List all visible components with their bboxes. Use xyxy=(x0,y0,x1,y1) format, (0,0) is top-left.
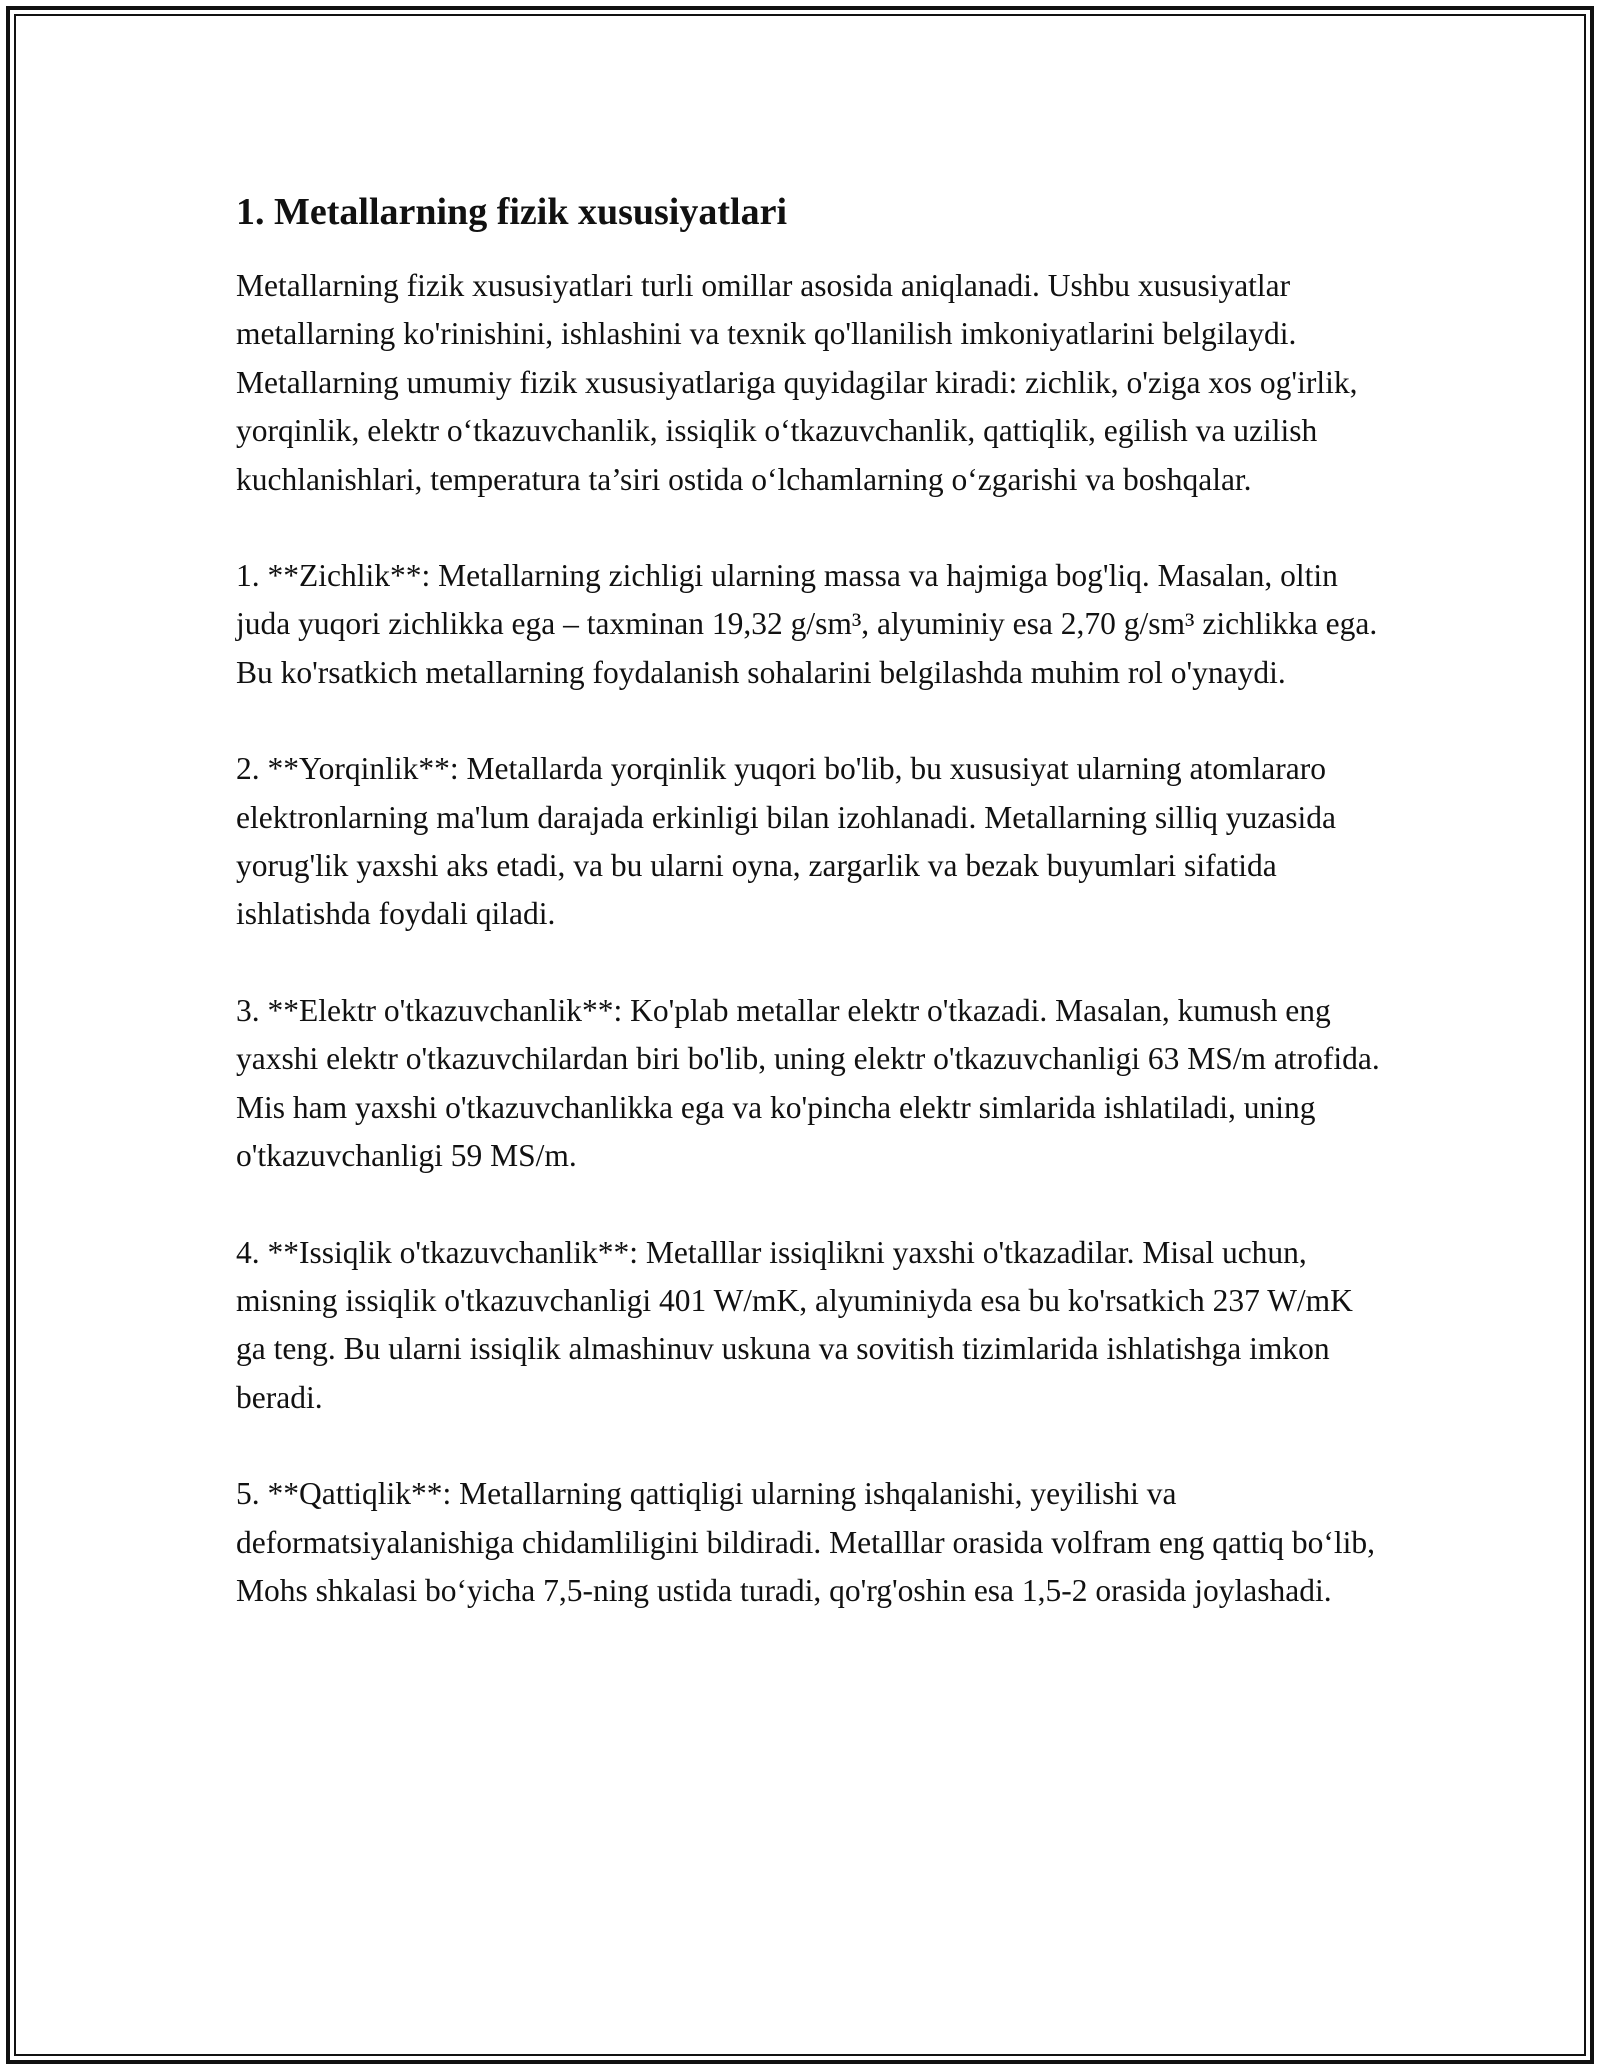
document-body xyxy=(236,188,1386,1663)
paragraph-hardness: 5. **Qattiqlik**: Metallarning qattiqligi ularning ishqalanishi, yeyilishi va deformatsiyalanishiga chidamliligini bildiradi. Metalllar orasida volfram eng qattiq bo‘lib, Mohs shkalasi bo‘yicha 7,5-ning ustida turadi, qo'rg'oshin esa 1,5-2 orasida joylashadi. xyxy=(236,1476,1375,1608)
paragraph-density: 1. **Zichlik**: Metallarning zichligi ularning massa va hajmiga bog'liq. Masalan, oltin juda yuqori zichlikka ega – taxminan 19,32 g/sm³, alyuminiy esa 2,70 g/sm³ zichlikka ega. Bu ko'rsatkich metallarning foydalanish sohalarini belgilashda muhim rol o'ynaydi. xyxy=(236,558,1378,690)
section-heading: 1. Metallarning fizik xususiyatlari xyxy=(236,191,787,233)
paragraph-luster: 2. **Yorqinlik**: Metallarda yorqinlik yuqori bo'lib, bu xususiyat ularning atomlararo elektronlarning ma'lum darajada erkinligi bilan izohlanadi. Metallarning silliq yuzasida yorug'lik yaxshi aks etadi, va bu ularni oyna, zargarlik va bezak buyumlari sifatida ishlatishda foydali qiladi. xyxy=(236,751,1336,932)
paragraph-thermal-conductivity: 4. **Issiqlik o'tkazuvchanlik**: Metalllar issiqlikni yaxshi o'tkazadilar. Misal uchun, misning issiqlik o'tkazuvchanligi 401 W/mK, alyuminiyda esa bu ko'rsatkich 237 W/mK ga teng. Bu ularni issiqlik almashinuv uskuna va sovitish tizimlarida ishlatishga imkon beradi. xyxy=(236,1234,1353,1415)
paragraph-electrical-conductivity: 3. **Elektr o'tkazuvchanlik**: Ko'plab metallar elektr o'tkazadi. Masalan, kumush eng yaxshi elektr o'tkazuvchilardan biri bo'lib, uning elektr o'tkazuvchanligi 63 MS/m atrofida. Mis ham yaxshi o'tkazuvchanlikka ega va ko'pincha elektr simlarida ishlatiladi, uning o'tkazuvchanligi 59 MS/m. xyxy=(236,992,1380,1174)
intro-paragraph: Metallarning fizik xususiyatlari turli omillar asosida aniqlanadi. Ushbu xususiyatlar metallarning ko'rinishini, ishlashini va texnik qo'llanilish imkoniyatlarini belgilaydi. Metallarning umumiy fizik xususiyatlariga quyidagilar kiradi: zichlik, o'ziga xos og'irlik, yorqinlik, elektr o‘tkazuvchanlik, issiqlik o‘tkazuvchanlik, qattiqlik, egilish va uzilish kuchlanishlari, temperatura ta’siri ostida o‘lchamlarning o‘zgarishi va boshqalar. xyxy=(236,268,1358,497)
